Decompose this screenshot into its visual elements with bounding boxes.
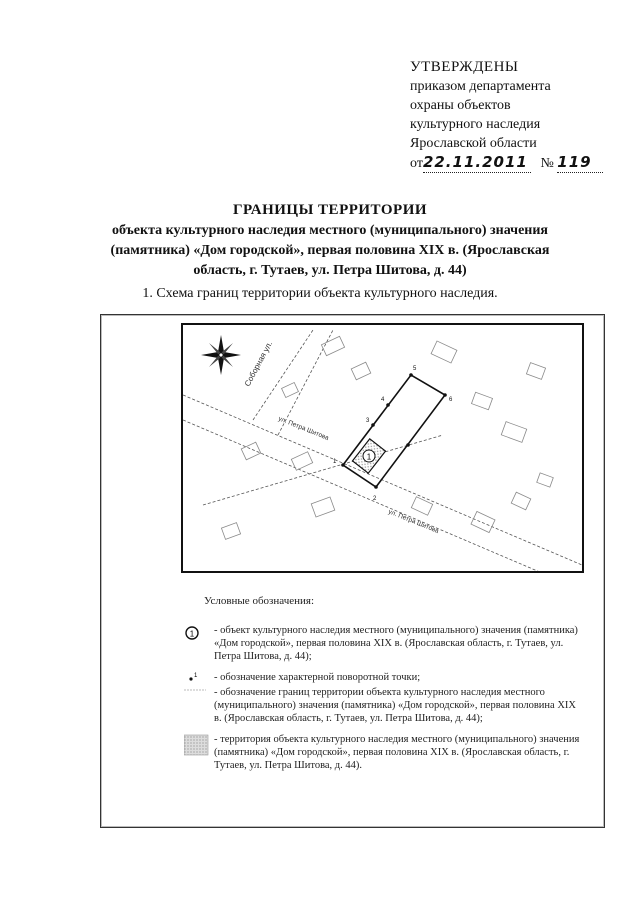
boundary-line-icon bbox=[184, 686, 208, 706]
street-label: ул. Петра Шитова bbox=[387, 508, 440, 535]
turning-points bbox=[341, 373, 447, 489]
title-line: (памятника) «Дом городской», первая половина XIX в. (Ярославская bbox=[110, 243, 550, 258]
legend-text: - обозначение границ территории объекта культурного наследия местного (муниципального) значения (памятника) «Дом городской», первая половина XIX в. (Ярославская область, г. Тутаев, ул. Петра Шитова, д. 44); bbox=[214, 687, 576, 724]
object-marker-label: 1 bbox=[366, 452, 372, 462]
legend-title: Условные обозначения: bbox=[204, 595, 315, 607]
handwritten-number: 119 bbox=[557, 153, 603, 173]
territory-hatch-icon bbox=[184, 733, 210, 757]
title-line: область, г. Тутаев, ул. Петра Шитова, д. 44) bbox=[193, 263, 467, 278]
document-title bbox=[60, 200, 600, 280]
point-label: 6 bbox=[449, 397, 453, 403]
point-label: 1 bbox=[333, 459, 337, 465]
legend-text: - обозначение характерной поворотной точки; bbox=[214, 672, 421, 683]
neighbor-buildings bbox=[221, 336, 553, 539]
number-label: № bbox=[540, 156, 554, 171]
approval-block bbox=[410, 58, 630, 173]
approval-heading: УТВЕРЖДЕНЫ bbox=[410, 59, 519, 75]
legend-item-boundary bbox=[184, 686, 580, 725]
street-label: Соборная ул. bbox=[242, 339, 275, 388]
approval-line: охраны объектов bbox=[410, 98, 511, 113]
section-heading: 1. Схема границ территории объекта культурного наследия. bbox=[142, 286, 498, 301]
legend-item-territory bbox=[184, 733, 580, 772]
legend-text: - объект культурного наследия местного (муниципального) значения (памятника) «Дом городской», первая половина XIX в. (Ярославская область, г. Тутаев, ул. Петра Шитова, д. 44); bbox=[214, 625, 578, 662]
compass-rose-icon bbox=[201, 335, 241, 375]
legend-item-point bbox=[184, 671, 580, 684]
approval-date-line bbox=[410, 153, 630, 173]
map-drawing bbox=[183, 325, 582, 571]
territory-boundary bbox=[343, 375, 445, 487]
point-label: 5 bbox=[413, 366, 417, 372]
title-main: ГРАНИЦЫ ТЕРРИТОРИИ bbox=[232, 202, 428, 218]
legend-marker-label: 1 bbox=[194, 673, 198, 679]
legend-item-object bbox=[184, 624, 580, 663]
point-label: 4 bbox=[381, 397, 385, 403]
point-label: 2 bbox=[373, 496, 377, 502]
from-label: от bbox=[410, 156, 423, 171]
approval-line: культурного наследия bbox=[410, 117, 541, 132]
legend-marker-label: 1 bbox=[189, 629, 195, 639]
point-label: 3 bbox=[366, 418, 370, 424]
handwritten-date: 22.11.2011 bbox=[423, 153, 531, 173]
approval-line: Ярославской области bbox=[410, 136, 537, 151]
approval-line: приказом департамента bbox=[410, 79, 551, 94]
title-line: объекта культурного наследия местного (муниципального) значения bbox=[111, 223, 548, 238]
boundary-map bbox=[181, 323, 584, 573]
object-marker-icon bbox=[184, 624, 208, 644]
legend bbox=[180, 595, 580, 780]
legend-text: - территория объекта культурного наследия местного (муниципального) значения (памятника) «Дом городской», первая половина XIX в. (Ярославская область, г. Тутаев, ул. Петра Шитова, д. 44). bbox=[214, 734, 580, 771]
street-label: ул. Петра Шитова bbox=[277, 415, 330, 442]
